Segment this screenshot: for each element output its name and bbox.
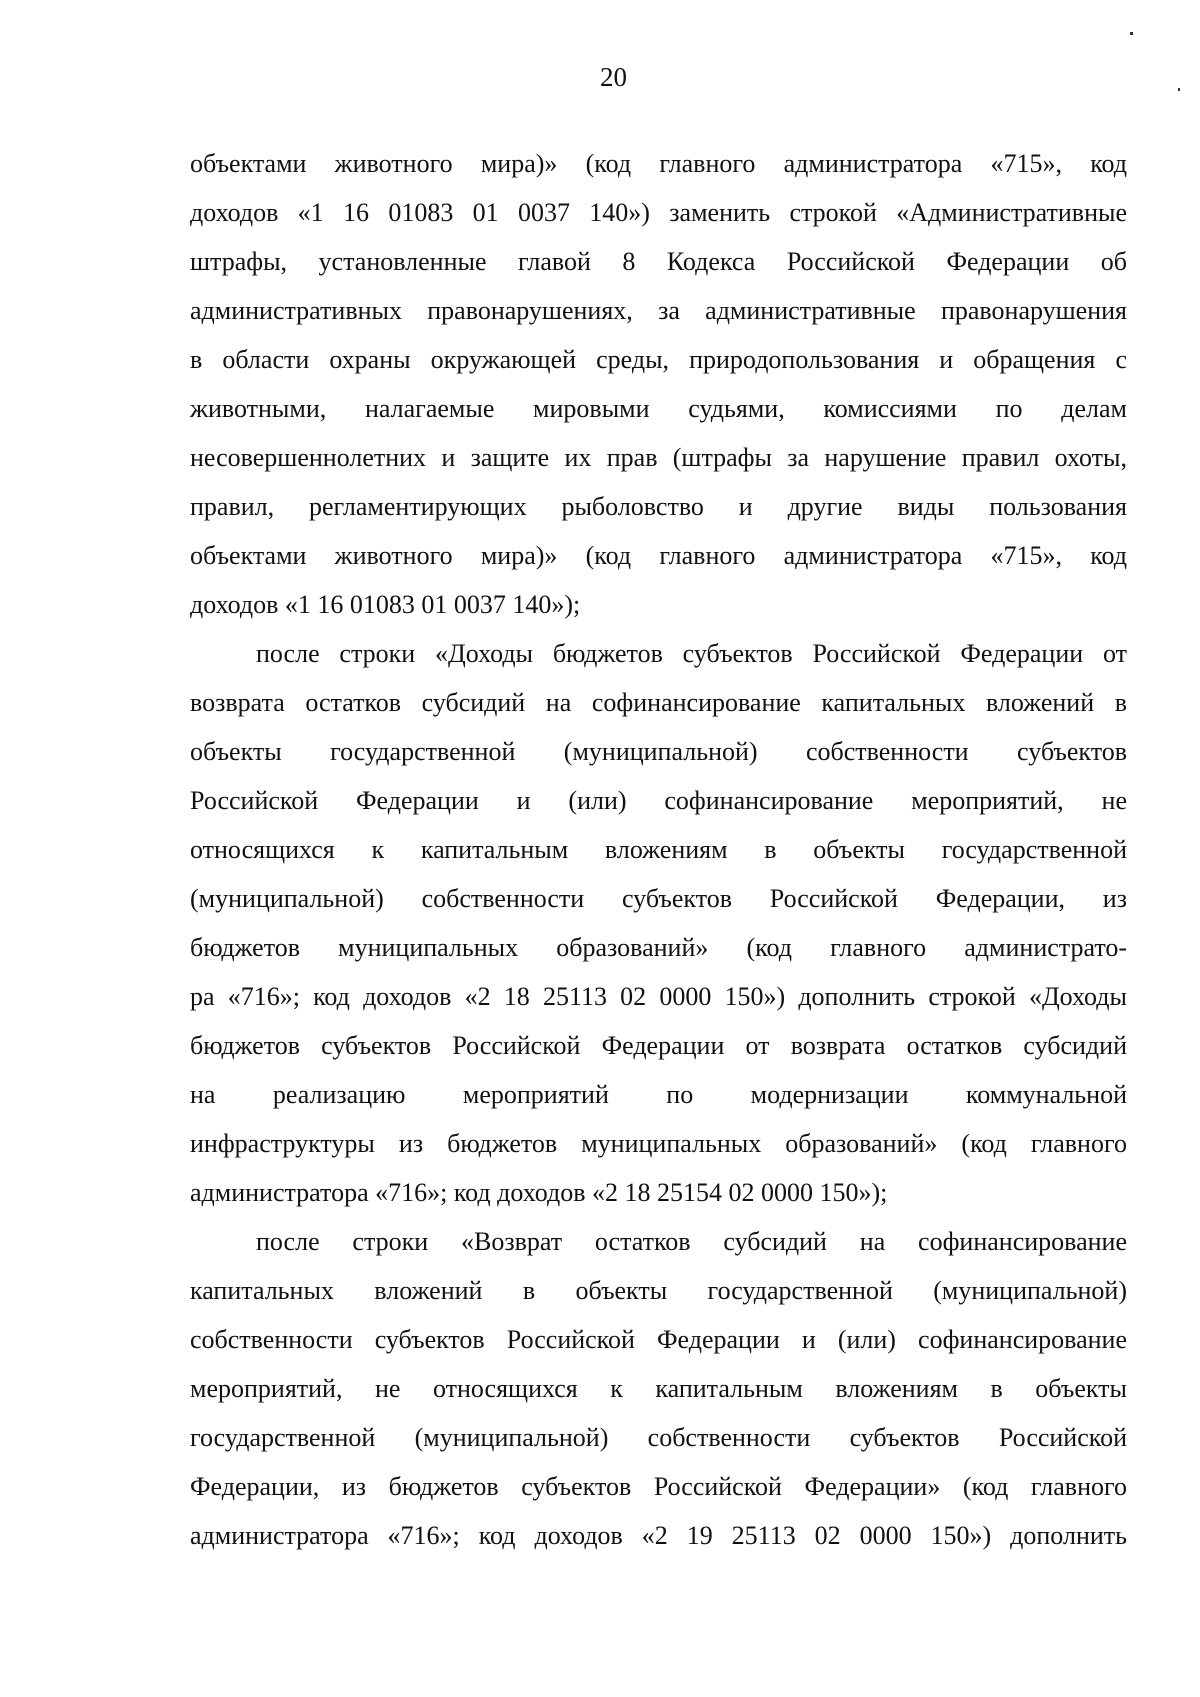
text-line: бюджетов муниципальных образований» (код главного администрато- — [190, 933, 1127, 962]
paragraph-1 — [190, 139, 1127, 629]
text-line: несовершеннолетних и защите их прав (штрафы за нарушение правил охоты, — [190, 443, 1127, 472]
text-line: относящихся к капитальным вложениям в объекты государственной — [190, 835, 1127, 864]
scan-speck — [1130, 32, 1133, 35]
text-line: правил, регламентирующих рыболовство и другие виды пользования — [190, 492, 1127, 521]
text-line: государственной (муниципальной) собственности субъектов Российской — [190, 1423, 1127, 1452]
text-line: после строки «Возврат остатков субсидий на софинансирование — [256, 1227, 1127, 1256]
text-line: Федерации, из бюджетов субъектов Российской Федерации» (код главного — [190, 1472, 1127, 1501]
text-line: возврата остатков субсидий на софинансирование капитальных вложений в — [190, 688, 1127, 717]
text-line: доходов «1 16 01083 01 0037 140»); — [190, 590, 581, 619]
text-line: капитальных вложений в объекты государственной (муниципальной) — [190, 1276, 1127, 1305]
text-line: после строки «Доходы бюджетов субъектов Российской Федерации от — [256, 639, 1127, 668]
text-line: (муниципальной) собственности субъектов Российской Федерации, из — [190, 884, 1127, 913]
text-line: административных правонарушениях, за административные правонарушения — [190, 296, 1127, 325]
scan-speck — [1178, 88, 1180, 91]
text-line: животными, налагаемые мировыми судьями, комиссиями по делам — [190, 394, 1127, 423]
text-line: бюджетов субъектов Российской Федерации от возврата остатков субсидий — [190, 1031, 1127, 1060]
paragraph-2 — [190, 629, 1127, 1217]
text-line: мероприятий, не относящихся к капитальным вложениям в объекты — [190, 1374, 1127, 1403]
text-line: объектами животного мира)» (код главного администратора «715», код — [190, 149, 1127, 178]
text-line: инфраструктуры из бюджетов муниципальных образований» (код главного — [190, 1129, 1127, 1158]
text-line: собственности субъектов Российской Федерации и (или) софинансирование — [190, 1325, 1127, 1354]
document-body — [190, 139, 1127, 1560]
text-line: объектами животного мира)» (код главного администратора «715», код — [190, 541, 1127, 570]
text-line: объекты государственной (муниципальной) собственности субъектов — [190, 737, 1127, 766]
text-line: администратора «716»; код доходов «2 18 25154 02 0000 150»); — [190, 1178, 888, 1207]
text-line: штрафы, установленные главой 8 Кодекса Российской Федерации об — [190, 247, 1127, 276]
paragraph-3 — [190, 1217, 1127, 1560]
text-line: администратора «716»; код доходов «2 19 25113 02 0000 150») дополнить — [190, 1521, 1127, 1550]
text-line: в области охраны окружающей среды, природопользования и обращения с — [190, 345, 1127, 374]
text-line: доходов «1 16 01083 01 0037 140») заменить строкой «Административные — [190, 198, 1127, 227]
text-line: Российской Федерации и (или) софинансирование мероприятий, не — [190, 786, 1127, 815]
page-number: 20 — [600, 62, 627, 92]
text-line: ра «716»; код доходов «2 18 25113 02 0000 150») дополнить строкой «Доходы — [190, 982, 1127, 1011]
text-line: на реализацию мероприятий по модернизации коммунальной — [190, 1080, 1127, 1109]
